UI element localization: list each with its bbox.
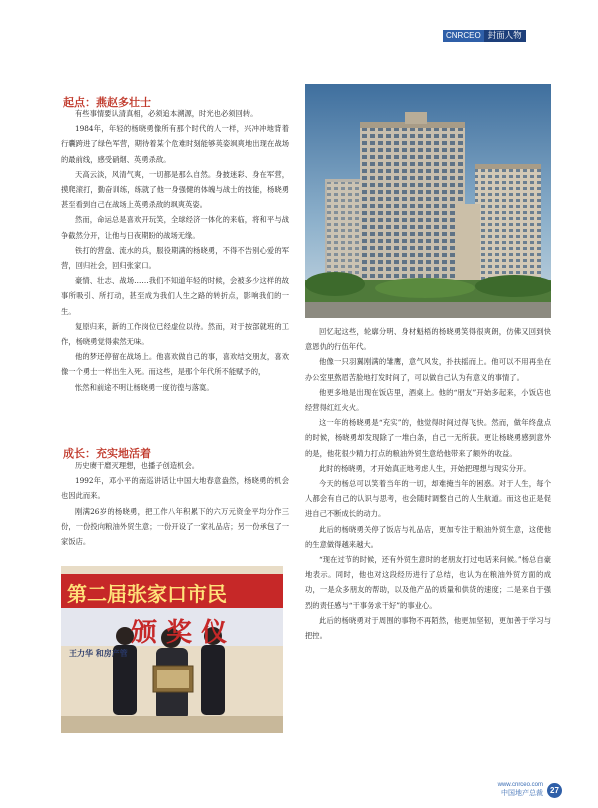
paragraph: 此时的杨晓勇，才开始真正地考虑人生，开始把理想与现实分开。 [319, 463, 531, 473]
paragraph: 1984年，年轻的杨晓勇像所有那个时代的人一样，兴冲冲地背着行囊跨进了绿色军营，期待着某个危难时刻能够英姿飒爽地出现在战场的最前线，感受硝烟、英勇杀敌。 [61, 124, 289, 164]
page-footer [498, 782, 562, 798]
paragraph: 然而，命运总是喜欢开玩笑，全球经济一体化的来临，将和平与战争截然分开，让他与日夜期盼的战场无缘。 [61, 215, 289, 240]
brand-label: CNRCEO [443, 30, 484, 42]
banner-subtitle: 颁 奖 仪 [131, 618, 228, 648]
section-header [443, 30, 526, 42]
paragraph: 此后的杨晓勇对于周围的事物不再陌然，他更加坚韧，更加善于学习与把控。 [305, 615, 551, 641]
paragraph: 刚满26岁的杨晓勇，把工作八年积累下的六万元资金平均分作三份，一份投向粮油外贸生意；一份开设了一家礼品店；另一份承包了一家饭店。 [61, 506, 289, 547]
right-column [305, 324, 551, 643]
paragraph: 豪情、壮志、战场……我们不知道年轻的时候，会被多少这样的故事所吸引、所打动，甚至成为我们人生之路的转折点，影响我们的一生。 [61, 276, 289, 316]
left-column-top [61, 106, 289, 395]
paragraph: 回忆起这些，轮廓分明、身材魁梧的杨晓勇笑得很爽朗，仿佛又回到快意恩仇的行伍年代。 [305, 327, 551, 352]
award-ceremony-photo [61, 566, 283, 733]
paragraph: 此后的杨晓勇关停了饭店与礼品店，更加专注于粮油外贸生意，这使他的生意做得越来越大。 [305, 524, 551, 549]
paragraph: 他更多地是出现在饭店里，酒桌上。他的“朋友”开始多起来，小饭店也经营得红红火火。 [305, 387, 551, 413]
paragraph: 他像一只羽翼刚满的雏鹰，意气风发，扑扶摇而上。他可以不用再坐在办公室里熬眉苦脸地打发时间了，可以做自己认为有意义的事情了。 [305, 357, 551, 382]
paragraph: 这一年的杨晓勇是“充实”的，他觉得时间过得飞快。然而，做年终盘点的时候，杨晓勇却发现除了一堆白条，自己一无所获。更让杨晓勇感到意外的是，他花很少精力打点的粮油外贸生意给他带来了额外的收益。 [305, 418, 551, 458]
paragraph: 铁打的营盘、流水的兵，服役期满的杨晓勇，不得不告别心爱的军营，回归社会，回归张家口。 [61, 245, 289, 271]
building-photo [305, 84, 551, 318]
paragraph: 天高云淡，风清气爽，一切都是那么自然。身披迷彩、身在军营，摸爬滚打，勤奋训练，练就了他一身强健的体魄与战士的技能，杨晓勇甚至看到自己在战场上英勇杀敌的飒爽英姿。 [61, 169, 289, 210]
paragraph: 怅然和前途不明让杨晓勇一度彷徨与落寞。 [75, 382, 214, 392]
paragraph: 他的梦还停留在战场上。他喜欢做自己的事，喜欢结交朋友，喜欢像一个勇士一样出生入死。而这些，是那个年代所不能赋予的， [61, 352, 289, 377]
footer-texts [498, 782, 543, 798]
magazine-name: 中国地产总裁 [501, 789, 543, 797]
website-url[interactable]: www.cnrceo.com [497, 782, 543, 788]
section-title-growth: 成长：充实地活着 [63, 447, 151, 460]
left-column-bottom [61, 458, 289, 549]
section-title-origin: 起点：燕赵多壮士 [63, 96, 151, 109]
paragraph: 复原归来，新的工作岗位已经虚位以待。然而，对于按部就班的工作，杨晓勇觉得索然无味。 [61, 321, 289, 347]
paragraph: 1992年，邓小平的南巡讲话让中国大地春意盎然，杨晓勇的机会也因此而来。 [61, 476, 289, 501]
page-number: 27 [547, 783, 562, 798]
paragraph: 今天的杨总可以笑着当年的一切，却难掩当年的困惑。对于人生，每个人都会有自己的认识与思考，也会随时调整自己的人生航道。而这也正是促进自己不断成长的动力。 [305, 479, 551, 519]
paragraph: “现在过节的时候，还有外贸生意时的老朋友打过电话来问候。”杨总自豪地表示。同时，他也对这段经历进行了总结，也认为在粮油外贸方面的成功，一是众多朋友的帮助，以及他产品的质量和供货的速度；二是来自于强烈的责任感与“干事务求干好”的事业心。 [305, 555, 551, 610]
banner-title: 第二届张家口市民 [67, 582, 227, 606]
banner-footer-text: 王力华 和房产管 [69, 649, 128, 658]
paragraph: 历史赓干磨灭理想，也播子创造机会。 [75, 461, 200, 470]
section-label: 封面人物 [484, 30, 526, 42]
paragraph: 有些事情要认清真相，必须追本溯源，时光也必须回转。 [75, 109, 258, 118]
